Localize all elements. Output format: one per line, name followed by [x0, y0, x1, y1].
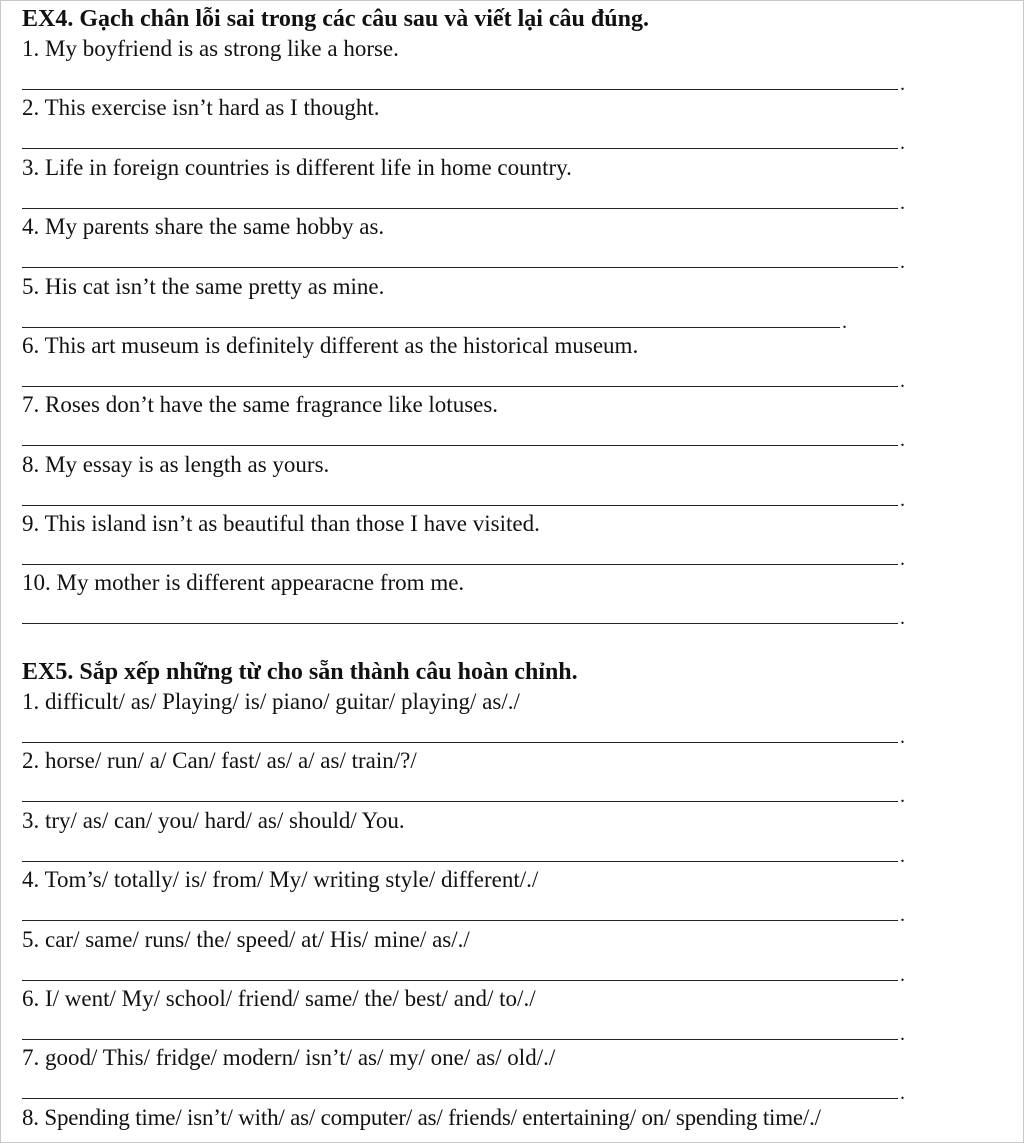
ex5-line-end-5: . — [900, 964, 905, 986]
ex5-heading: EX5. Sắp xếp những từ cho sẵn thành câu hoàn chỉnh. — [22, 659, 578, 685]
ex5-item-4: 4. Tom’s/ totally/ is/ from/ My/ writing style/ different/./ — [22, 867, 539, 892]
ex5-item-6: 6. I/ went/ My/ school/ friend/ same/ the/ best/ and/ to/./ — [22, 986, 536, 1011]
ex4-answer-line-3[interactable] — [22, 208, 898, 209]
ex4-line-end-7: . — [900, 429, 905, 451]
ex5-answer-line-2[interactable] — [22, 801, 898, 802]
ex5-answer-line-3[interactable] — [22, 861, 898, 862]
ex5-answer-line-4[interactable] — [22, 920, 898, 921]
ex4-item-10: 10. My mother is different appearacne from me. — [22, 570, 465, 595]
ex4-heading: EX4. Gạch chân lỗi sai trong các câu sau và viết lại câu đúng. — [22, 6, 649, 32]
ex4-item-8: 8. My essay is as length as yours. — [22, 452, 330, 477]
ex4-item-5: 5. His cat isn’t the same pretty as mine. — [22, 274, 385, 299]
ex4-line-end-3: . — [900, 192, 905, 214]
ex5-line-end-6: . — [900, 1023, 905, 1045]
ex5-item-1: 1. difficult/ as/ Playing/ is/ piano/ guitar/ playing/ as/./ — [22, 689, 520, 714]
ex4-item-6: 6. This art museum is definitely different as the historical museum. — [22, 333, 639, 358]
ex4-line-end-6: . — [900, 370, 905, 392]
ex5-answer-line-6[interactable] — [22, 1039, 898, 1040]
ex4-line-end-1: . — [900, 73, 905, 95]
ex4-item-1: 1. My boyfriend is as strong like a horse. — [22, 36, 399, 61]
ex4-item-4: 4. My parents share the same hobby as. — [22, 214, 385, 239]
ex4-answer-line-1[interactable] — [22, 89, 898, 90]
ex4-answer-line-6[interactable] — [22, 386, 898, 387]
ex4-item-7: 7. Roses don’t have the same fragrance like lotuses. — [22, 392, 499, 417]
ex5-line-end-3: . — [900, 845, 905, 867]
ex4-line-end-8: . — [900, 489, 905, 511]
ex4-answer-line-5[interactable] — [22, 327, 840, 328]
ex4-answer-line-2[interactable] — [22, 148, 898, 149]
ex4-line-end-10: . — [900, 607, 905, 629]
ex5-item-8: 8. Spending time/ isn’t/ with/ as/ computer/ as/ friends/ entertaining/ on/ spending time/./ — [22, 1105, 821, 1130]
ex4-line-end-9: . — [900, 548, 905, 570]
ex4-answer-line-10[interactable] — [22, 623, 898, 624]
ex5-item-7: 7. good/ This/ fridge/ modern/ isn’t/ as/ my/ one/ as/ old/./ — [22, 1045, 556, 1070]
ex4-line-end-4: . — [900, 251, 905, 273]
ex4-answer-line-7[interactable] — [22, 445, 898, 446]
ex5-line-end-4: . — [900, 904, 905, 926]
ex4-item-9: 9. This island isn’t as beautiful than those I have visited. — [22, 511, 540, 536]
ex5-line-end-1: . — [900, 726, 905, 748]
ex4-item-2: 2. This exercise isn’t hard as I thought. — [22, 95, 380, 120]
ex4-line-end-2: . — [900, 132, 905, 154]
ex5-item-2: 2. horse/ run/ a/ Can/ fast/ as/ a/ as/ train/?/ — [22, 748, 417, 773]
ex4-answer-line-4[interactable] — [22, 267, 898, 268]
ex5-line-end-7: . — [900, 1082, 905, 1104]
ex4-line-end-5: . — [842, 311, 847, 333]
ex5-answer-line-7[interactable] — [22, 1098, 898, 1099]
ex5-answer-line-1[interactable] — [22, 742, 898, 743]
ex5-line-end-2: . — [900, 785, 905, 807]
ex4-answer-line-9[interactable] — [22, 564, 898, 565]
ex4-answer-line-8[interactable] — [22, 505, 898, 506]
ex5-item-3: 3. try/ as/ can/ you/ hard/ as/ should/ You. — [22, 808, 405, 833]
ex5-item-5: 5. car/ same/ runs/ the/ speed/ at/ His/ mine/ as/./ — [22, 927, 470, 952]
ex4-item-3: 3. Life in foreign countries is different life in home country. — [22, 155, 572, 180]
ex5-answer-line-5[interactable] — [22, 980, 898, 981]
